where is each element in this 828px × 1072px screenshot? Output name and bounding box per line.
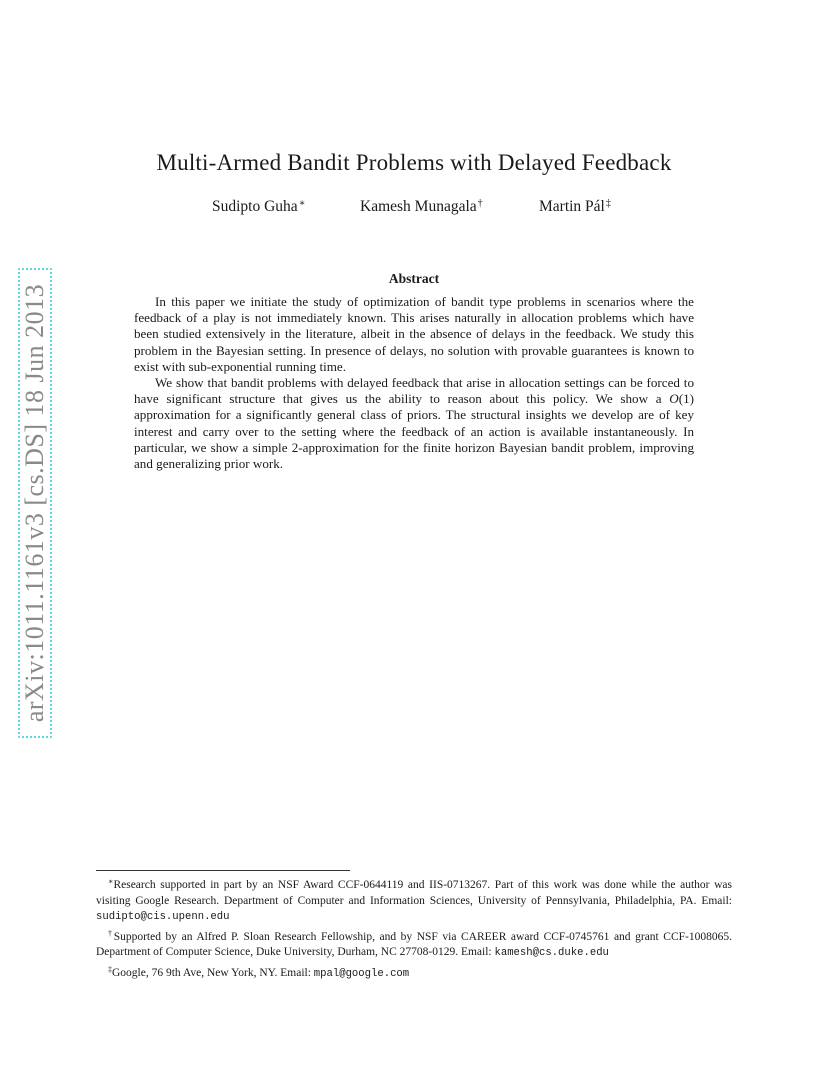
email-link[interactable]: mpal@google.com: [313, 967, 410, 980]
footnote-mark: ∗: [108, 877, 114, 886]
email-link[interactable]: sudipto@cis.upenn.edu: [96, 911, 230, 924]
author-footnote-mark: ∗: [298, 198, 306, 209]
footnotes: [96, 874, 732, 983]
abstract-text: We show that bandit problems with delayed feedback that arise in allocation settings can be forced to have significant structure that gives us the ability to reason about this policy. We show a: [134, 375, 694, 407]
author-munagala: [360, 198, 483, 216]
abstract-text: approximation for a significantly general class of priors. The structural insights we develop are of key interest and carry over to the setting where the feedback of an action is available instantaneously. In particular, we show a simple 2-approximation for the finite horizon Bayesian bandit problem, improving and generalizing prior work.: [134, 407, 694, 472]
author-guha: [212, 198, 305, 216]
author-list: [0, 198, 828, 220]
arxiv-identifier-stamp[interactable]: [18, 268, 52, 738]
author-pal: [539, 198, 611, 216]
big-o-symbol: O: [669, 391, 679, 407]
author-footnote-mark: †: [477, 198, 483, 209]
author-footnote-mark: ‡: [605, 198, 611, 209]
author-name: Martin Pál: [539, 198, 605, 215]
footnote-pal: [96, 962, 732, 983]
footnote-munagala: [96, 926, 732, 962]
abstract-paragraph-1: In this paper we initiate the study of optimization of bandit type problems in scenarios where the feedback of a play is not immediately known. This arises naturally in allocation problems which have been studied extensively in the literature, albeit in the absence of delays in the feedback. We study this problem in the Bayesian setting. In presence of delays, no solution with provable guarantees is known to exist with sub-exponential running time.: [134, 294, 694, 374]
author-name: Sudipto Guha: [212, 198, 298, 215]
footnote-mark: ‡: [108, 964, 112, 974]
abstract-heading: Abstract: [388, 271, 440, 286]
abstract-paragraph-2: [134, 375, 694, 472]
paper-title: Multi-Armed Bandit Problems with Delayed Feedback: [156, 150, 672, 175]
footnote-text: Research supported in part by an NSF Award CCF-0644119 and IIS-0713267. Part of this work was done while the author was visiting Google Research. Department of Computer and Information Sciences, University of Pennsylvania, Philadelphia, PA. Email:: [96, 879, 732, 907]
footnote-guha: [96, 874, 732, 926]
arxiv-id-text[interactable]: arXiv:1011.1161v3 [cs.DS] 18 Jun 2013: [20, 283, 49, 723]
author-name: Kamesh Munagala: [360, 198, 477, 215]
footnote-text: Google, 76 9th Ave, New York, NY. Email:: [112, 966, 314, 979]
footnote-mark: †: [108, 928, 114, 938]
abstract-body: [134, 294, 694, 472]
footnote-text: Supported by an Alfred P. Sloan Research Fellowship, and by NSF via CAREER award CCF-0745761 and grant CCF-1008065. Department of Computer Science, Duke University, Durham, NC 27708-0129. Email:: [96, 930, 733, 959]
email-link[interactable]: kamesh@cs.duke.edu: [494, 947, 609, 960]
footnote-rule: [96, 870, 350, 871]
big-o-argument: (1): [678, 391, 694, 407]
